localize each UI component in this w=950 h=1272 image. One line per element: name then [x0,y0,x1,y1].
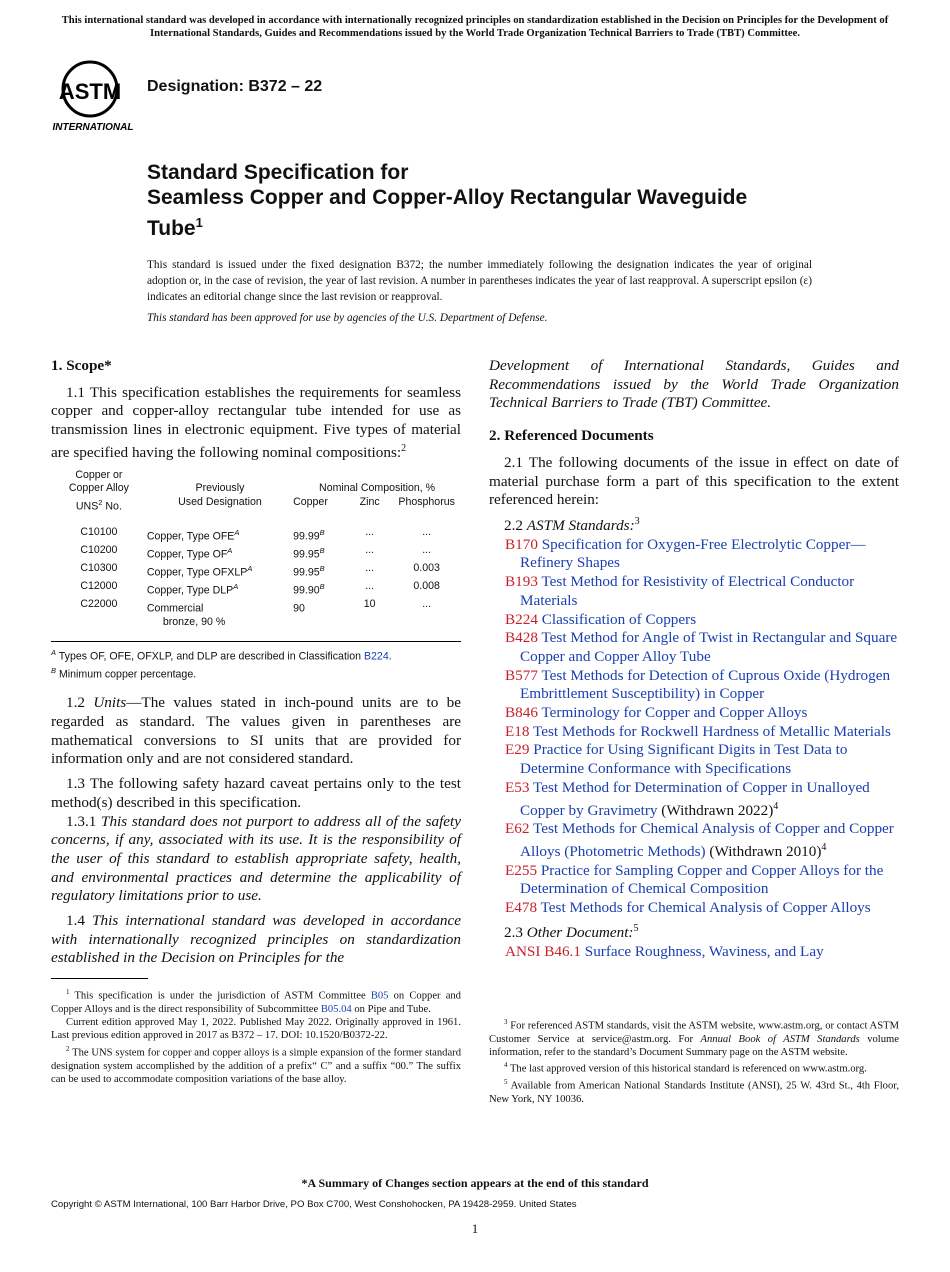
footnote-4: $^4$ The last approved version of this historical standard is referenced on www.astm.org. [504,1061,867,1075]
b05-04-link[interactable]: B05.04 [320,1003,352,1015]
footnotes-left [51,986,461,1086]
refdocs-heading: 2. Referenced Documents [489,427,654,445]
top-notice: This international standard was developed in accordance with internationally recognized principles on standardization established in the Decision on Principles for the Development of International Standards, Guides and Recommendations issued by the World Trade Organization Technical Barriers to Trade (TBT) Committee. [61,15,889,39]
reference-item[interactable]: E62 Test Methods for Chemical Analysis of Copper and Copper Alloys (Photometric Methods) (Withdrawn 2010)$^4$ [505,820,894,861]
table-footnote-b: $^B$ Minimum copper percentage. [51,666,197,681]
b05-link[interactable]: B05 [370,990,389,1002]
title-footnote-ref: 1 [195,215,203,230]
issue-note: This standard is issued under the fixed designation B372; the number immediately following the designation indicates the year of original adoption or, in the case of revision, the year of last revision. A number in parentheses indicates the year of last reapproval. A superscript epsilon (ε) indicates an editorial change since the last revision or reapproval. [147,259,812,303]
title-line-3: Tube [147,217,196,240]
left-column [51,357,461,968]
para-1-4-continued: Development of International Standards, Guides and Recommendations issued by the World Trade Organization Technical Barriers to Trade (TBT) Committee. [489,357,899,412]
para-2-1: 2.1 The following documents of the issue in effect on date of material purchase form a part of this specification to the extent referenced herein: [489,453,899,509]
reference-item[interactable]: E29 Practice for Using Significant Digits in Test Data to Determine Conformance with Specifications [505,741,848,778]
para-2-2: 2.2 ASTM Standards:$^3$ [504,515,640,534]
footnote-5: $^5$ Available from American National Standards Institute (ANSI), 25 W. 43rd St., 4th Floor, New York, NY 10036. [489,1078,899,1106]
reference-item[interactable]: B170 Specification for Oxygen-Free Electrolytic Copper—Refinery Shapes [505,535,866,572]
title-line-2: Seamless Copper and Copper-Alloy Rectangular Waveguide [147,186,748,209]
reference-item[interactable]: E478 Test Methods for Chemical Analysis of Copper Alloys [505,899,871,917]
logo-text: ASTM [58,79,122,104]
reference-item[interactable]: E18 Test Methods for Rockwell Hardness of Metallic Materials [505,722,891,740]
logo-subtext: INTERNATIONAL [52,122,134,133]
composition-table: Copper or Copper Alloy Previously Nominal Composition, % UNS$^2$ No. Used Designation Copper Zinc Phosphorus C10100 Copper, Type $OFE^A$ $99.99^B$ ... ... C10200 Copper, Type $OF^A$ $99.95^B$ ... ... C10300 Copper, Type $OFXLP^A$ $99.95^B$ ... 0.003 C12000 Copper, Type $DLP^A$ $99.90^B$ ... 0.008 C22000 Commercial 90 10 ... bronze, 90 % [61,469,461,630]
table-footnote-a: $^A$ Types OF, OFE, OFXLP, and DLP are described in Classification B224. [51,648,392,663]
reference-item-ansi[interactable]: ANSI B46.1 Surface Roughness, Waviness, and Lay [505,942,824,960]
right-column [489,357,899,961]
para-1-1: 1.1 This specification establishes the requirements for seamless copper and copper-alloy rectangular tube intended for use as transmission lines in electronic equipment. Five types of material are specified having the following nominal compositions:$^2$ [51,383,461,461]
reference-item[interactable]: B428 Test Method for Angle of Twist in Rectangular and Square Copper and Copper Alloy Tube [505,629,898,665]
scope-heading: 1. Scope* [51,357,112,374]
b224-link[interactable]: B224 [363,650,389,663]
para-1-4: 1.4 This international standard was developed in accordance with internationally recognized principles on standardization established in the Decision on Principles for the [51,912,462,967]
table-row: C10300 Copper, Type $OFXLP^A$ $99.95^B$ ... 0.003 [80,561,440,579]
footnotes-right [489,1016,899,1106]
edition-note: Current edition approved May 1, 2022. Published May 2022. Originally approved in 1961. Last previous edition approved in 2017 as B372 – 17. DOI: 10.1520/B0372-22. [51,1017,461,1042]
dod-approval-note: This standard has been approved for use by agencies of the U.S. Department of Defense. [147,312,548,324]
footnote-3: $^3$ For referenced ASTM standards, visit the ASTM website, www.astm.org, or contact ASTM Customer Service at service@astm.org. For Annual Book of ASTM Standards volume information, refer to the standard’s Document Summary page on the ASTM website. [489,1018,899,1059]
para-2-3: 2.3 Other Document:$^5$ [504,922,639,941]
document-title [147,160,847,241]
page-number: 1 [471,1221,479,1236]
designation: Designation: B372 – 22 [147,78,323,95]
astm-reference-list [489,536,899,918]
reference-item[interactable]: E53 Test Method for Determination of Copper in Unalloyed Copper by Gravimetry (Withdrawn 2022)$^4$ [505,778,870,819]
para-1-3-1: 1.3.1 This standard does not purport to address all of the safety concerns, if any, associated with its use. It is the responsibility of the user of this standard to establish appropriate safety, health, and environmental practices and determine the applicability of regulatory limitations prior to use. [51,812,461,905]
summary-of-changes-note: *A Summary of Changes section appears at the end of this standard [301,1176,649,1190]
footnote-2: $^2$ The UNS system for copper and copper alloys is a simple expansion of the former standard designation system accomplished by the addition of a prefix“ C” and a suffix “00.” The suffix can be used to accommodate composition variations of the base alloy. [51,1044,461,1085]
reference-item[interactable]: B193 Test Method for Resistivity of Electrical Conductor Materials [505,573,855,609]
reference-item[interactable]: B846 Terminology for Copper and Copper Alloys [505,704,808,722]
copyright: Copyright © ASTM International, 100 Barr Harbor Drive, PO Box C700, West Conshohocken, PA 19428-2959. United States [51,1199,577,1210]
title-line-1: Standard Specification for [147,161,409,184]
reference-item[interactable]: B577 Test Methods for Detection of Cuprous Oxide (Hydrogen Embrittlement Susceptibility) in Copper [505,666,891,703]
para-1-2: 1.2 Units—The values stated in inch-pound units are to be regarded as standard. The values given in parentheses are mathematical conversions to SI units that are provided for information only and are not considered standard. [51,694,461,768]
table-row: C12000 Copper, Type $DLP^A$ $99.90^B$ ... 0.008 [80,579,440,597]
reference-item[interactable]: B224 Classification of Coppers [505,610,697,628]
astm-logo [52,57,134,133]
table-row: C10100 Copper, Type $OFE^A$ $99.99^B$ ... ... [80,525,432,543]
para-1-3: 1.3 The following safety hazard caveat pertains only to the test method(s) described in this specification. [51,775,461,811]
table-row: C22000 Commercial 90 10 ... [80,597,432,615]
footnote-1: $^1$ This specification is under the jurisdiction of ASTM Committee B05 on Copper and Copper Alloys and is the direct responsibility of Subcommittee B05.04 on Pipe and Tube. [51,988,461,1015]
reference-item[interactable]: E255 Practice for Sampling Copper and Copper Alloys for the Determination of Chemical Composition [505,861,884,898]
footnote-rule [51,978,148,979]
table-row: C10200 Copper, Type $OF^A$ $99.95^B$ ... ... [80,543,432,561]
